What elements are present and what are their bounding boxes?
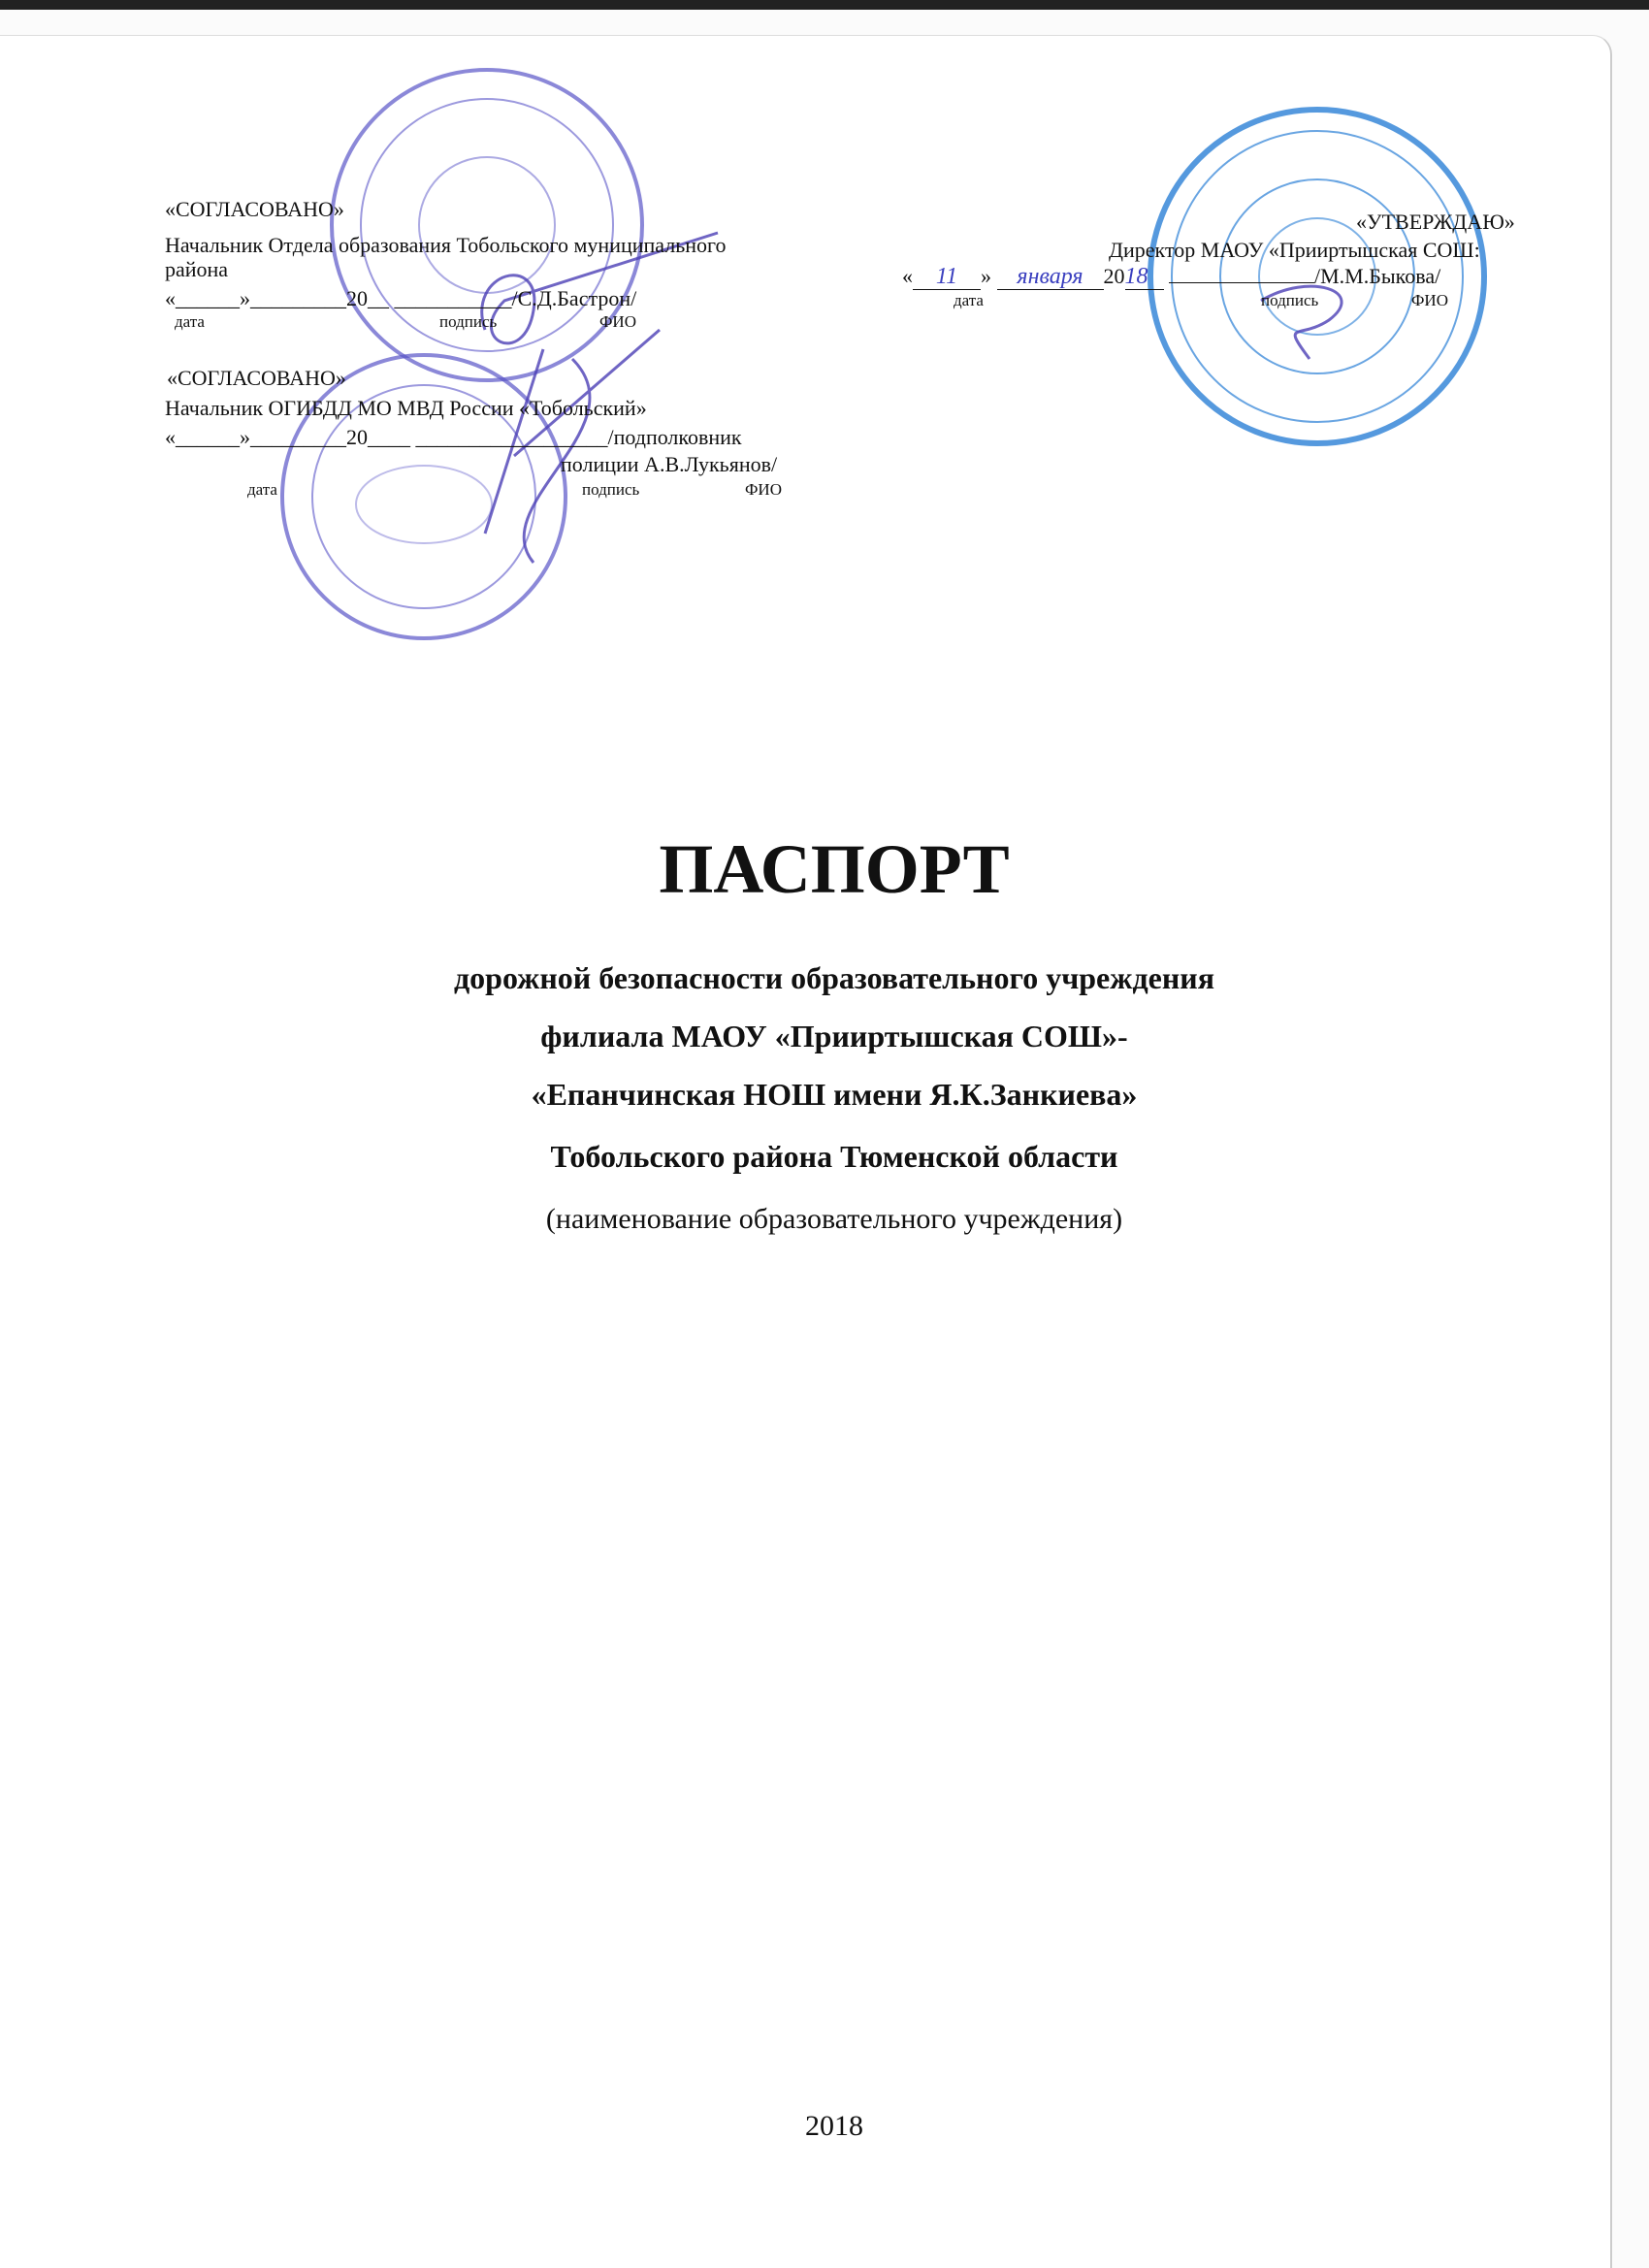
document-title: ПАСПОРТ bbox=[659, 830, 1010, 908]
document-year: 2018 bbox=[805, 2110, 863, 2142]
quote-open: « bbox=[902, 264, 913, 288]
approved-year-prefix: 20 bbox=[1103, 264, 1125, 288]
approval-2-label-signature: подпись bbox=[582, 480, 640, 499]
approved-year-suffix: 18 bbox=[1125, 264, 1164, 290]
approved-heading: «УТВЕРЖДАЮ» bbox=[1356, 210, 1515, 234]
subtitle-note: (наименование образовательного учреждения) bbox=[545, 1203, 1123, 1235]
approved-label-signature: подпись bbox=[1261, 291, 1319, 309]
approval-1-label-date: дата bbox=[175, 312, 205, 331]
approved-label-date: дата bbox=[954, 291, 984, 309]
approval-1-label-signature: подпись bbox=[439, 312, 498, 331]
approval-2-heading: «СОГЛАСОВАНО» bbox=[167, 366, 346, 390]
approval-1-heading: «СОГЛАСОВАНО» bbox=[165, 197, 344, 221]
signature-line bbox=[1169, 282, 1314, 283]
approved-label-name: ФИО bbox=[1411, 291, 1448, 309]
approval-1-date-line: «______»_________20__ ___________/С.Д.Бастрон/ bbox=[165, 286, 637, 310]
subtitle-line-2: филиала МАОУ «Прииртышская СОШ»- bbox=[540, 1019, 1128, 1053]
approval-2-name-line: полиции А.В.Лукьянов/ bbox=[561, 452, 778, 476]
subtitle-line-3: «Епанчинская НОШ имени Я.К.Занкиева» bbox=[531, 1077, 1138, 1112]
approval-2-date-line: «______»_________20____ __________________/подполковник bbox=[165, 425, 742, 449]
approval-2-label-name: ФИО bbox=[745, 480, 782, 499]
approved-day: 11 bbox=[913, 264, 981, 290]
approved-name: /М.М.Быкова/ bbox=[1314, 264, 1441, 288]
approval-2-position: Начальник ОГИБДД МО МВД России «Тобольский» bbox=[165, 396, 647, 420]
approval-1-position-2: района bbox=[165, 257, 229, 281]
approval-1-position: Начальник Отдела образования Тобольского муниципального bbox=[165, 233, 727, 257]
scan-top-edge bbox=[0, 0, 1649, 10]
approved-date-line bbox=[902, 264, 1440, 290]
subtitle-line-4: Тобольского района Тюменской области bbox=[550, 1139, 1118, 1174]
quote-close: » bbox=[981, 264, 991, 288]
approved-position: Директор МАОУ «Прииртышская СОШ: bbox=[1109, 238, 1480, 262]
approval-2-label-date: дата bbox=[247, 480, 277, 499]
subtitle-line-1: дорожной безопасности образовательного учреждения bbox=[453, 960, 1215, 995]
approved-month: января bbox=[997, 264, 1104, 290]
approval-1-label-name: ФИО bbox=[599, 312, 636, 331]
